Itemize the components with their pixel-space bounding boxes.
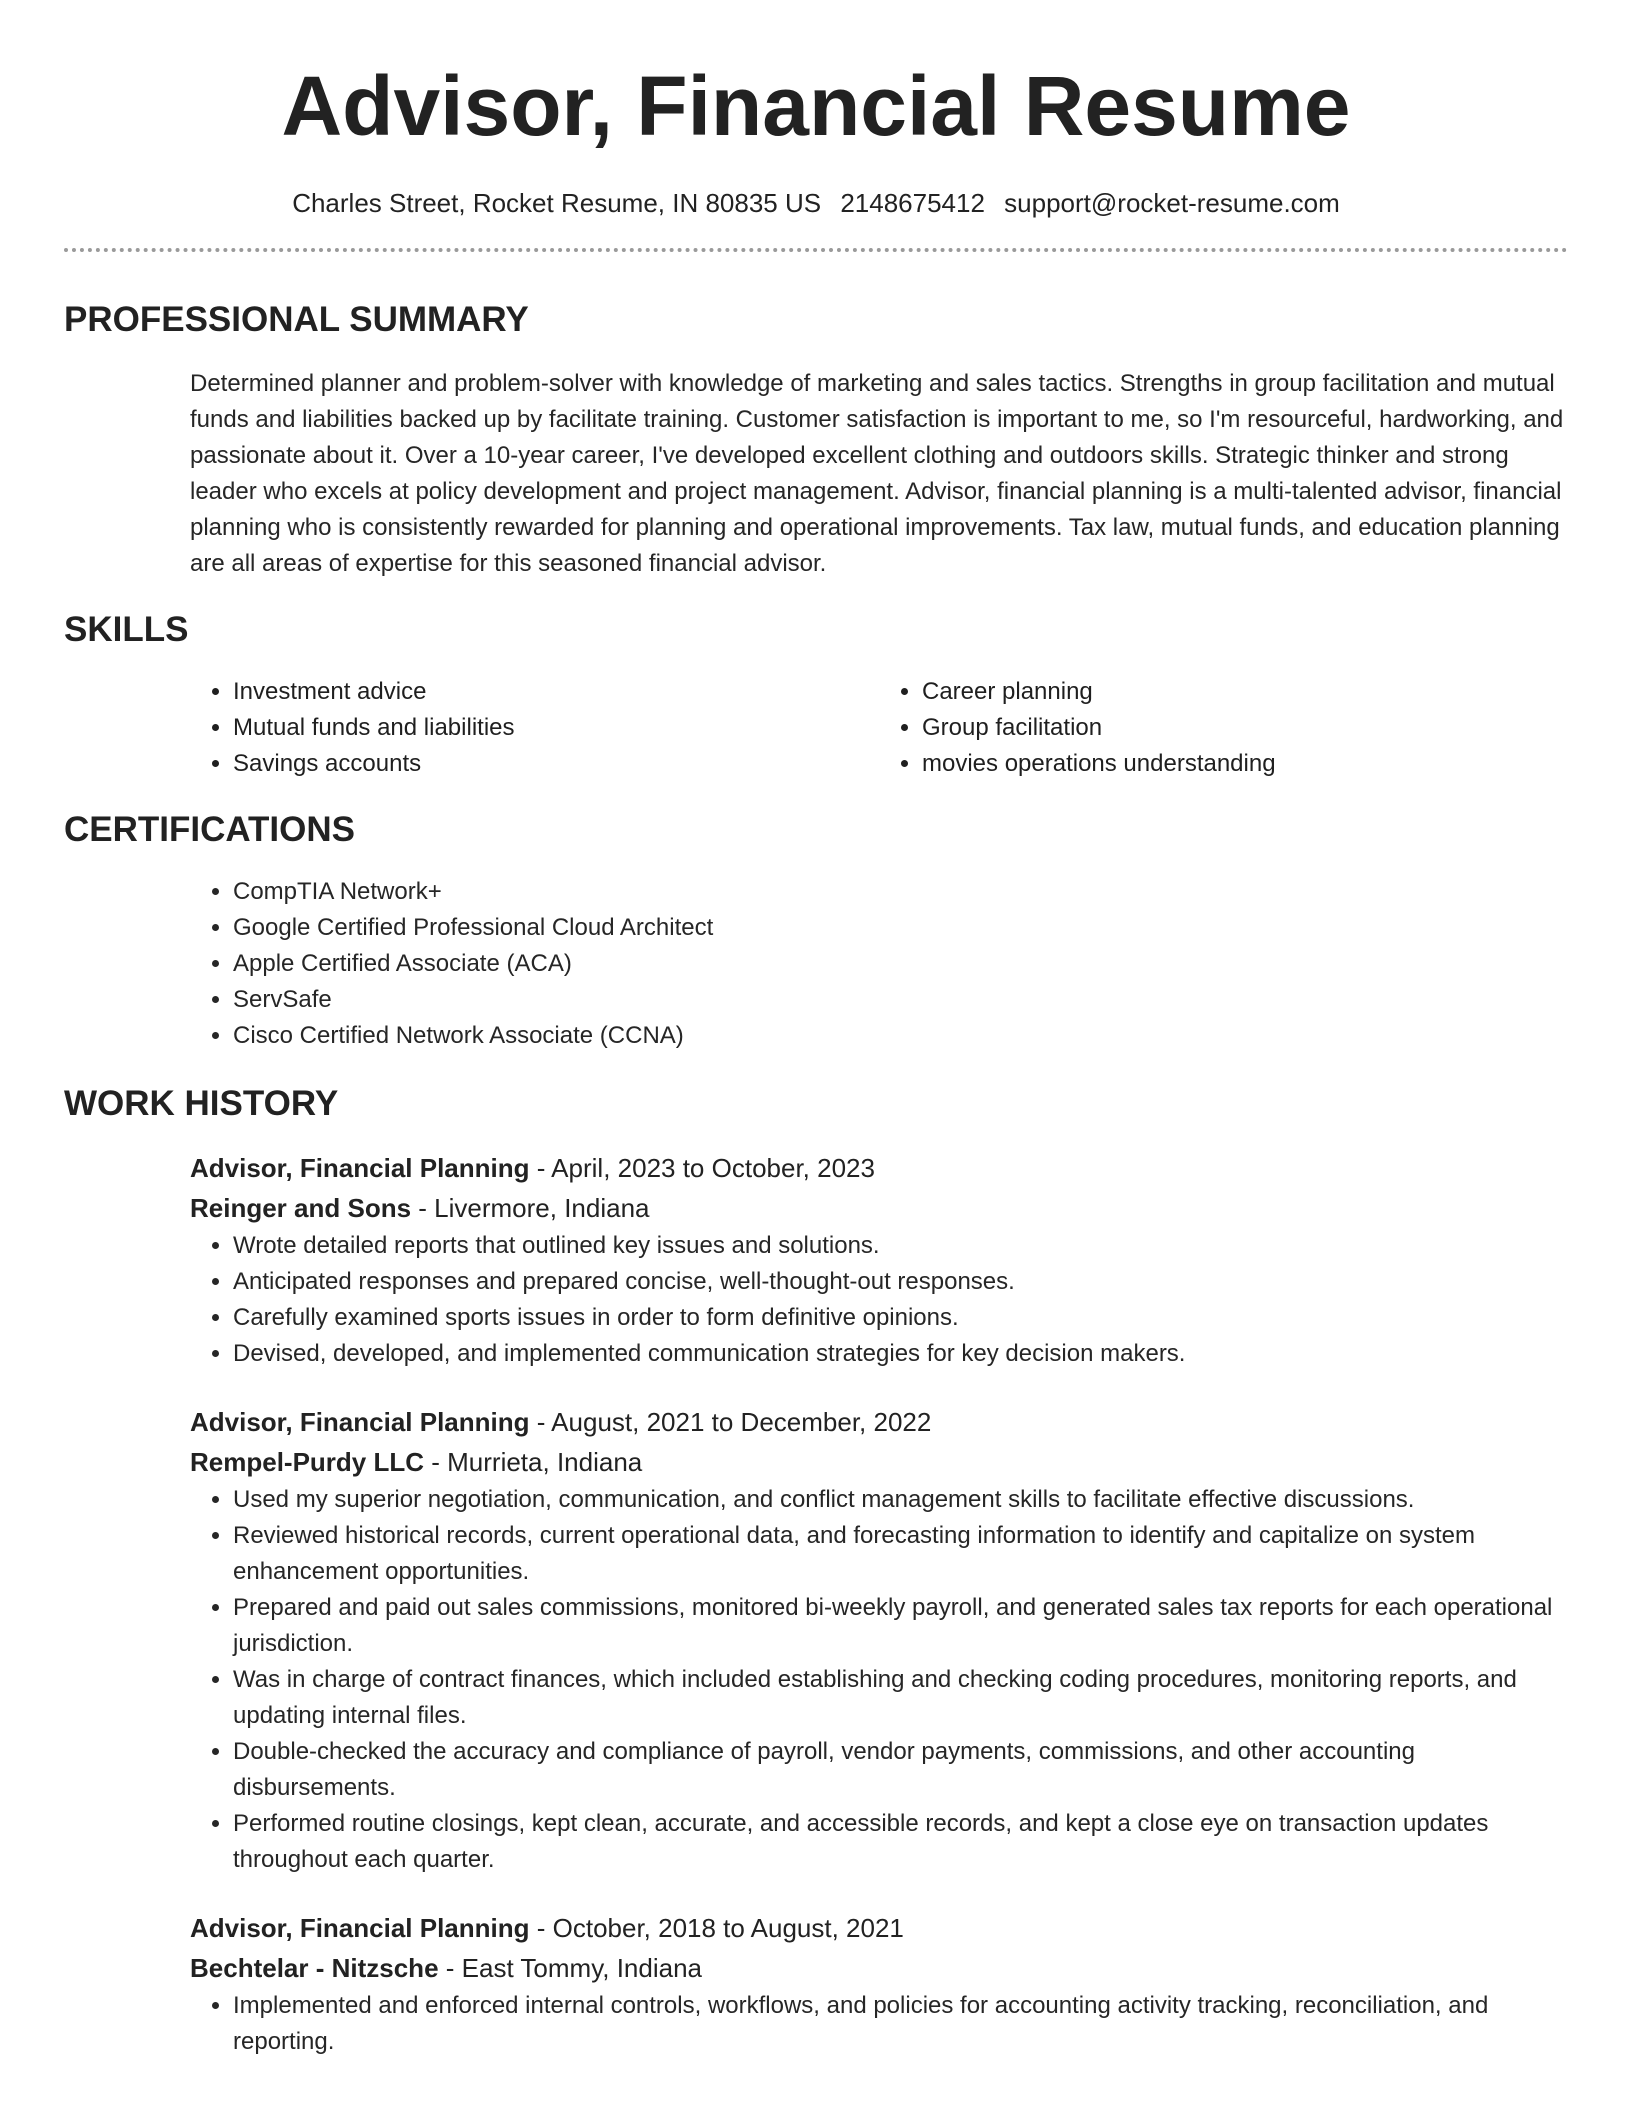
list-item: • Implemented and enforced internal controls, workflows, and policies for accounting activity tracking, reconciliation, and reporting. — [233, 1988, 1568, 2060]
list-item: • Used my superior negotiation, communication, and conflict management skills to facilitate effective discussions. — [233, 1482, 1568, 1518]
list-item: • Was in charge of contract finances, which included establishing and checking coding procedures, monitoring reports, and updating internal files. — [233, 1662, 1568, 1734]
list-item: • Career planning — [922, 674, 1568, 710]
contact-email: support@rocket-resume.com — [1004, 188, 1340, 218]
list-item: • Anticipated responses and prepared concise, well-thought-out responses. — [233, 1264, 1568, 1300]
job-company: Rempel-Purdy LLC — [190, 1447, 425, 1477]
contact-phone: 2148675412 — [840, 188, 985, 218]
list-item: • Mutual funds and liabilities — [233, 710, 879, 746]
job-dates: - October, 2018 to August, 2021 — [529, 1913, 904, 1943]
job-title: Advisor, Financial Planning — [190, 1153, 530, 1183]
job-entry — [190, 1148, 1568, 1372]
job-dates: - August, 2021 to December, 2022 — [529, 1407, 932, 1437]
job-dates: - April, 2023 to October, 2023 — [529, 1153, 875, 1183]
skills-heading: SKILLS — [64, 610, 189, 649]
job-title: Advisor, Financial Planning — [190, 1913, 530, 1943]
list-item: • Google Certified Professional Cloud Architect — [233, 910, 1568, 946]
list-item: • Apple Certified Associate (ACA) — [233, 946, 1568, 982]
list-item: • Carefully examined sports issues in order to form definitive opinions. — [233, 1300, 1568, 1336]
list-item: • ServSafe — [233, 982, 1568, 1018]
skills-column-left — [190, 674, 879, 782]
contact-address: Charles Street, Rocket Resume, IN 80835 US — [292, 188, 822, 218]
job-bullets — [190, 1482, 1568, 1878]
list-item: • Group facilitation — [922, 710, 1568, 746]
list-item: • Devised, developed, and implemented communication strategies for key decision makers. — [233, 1336, 1568, 1372]
job-entry — [190, 1402, 1568, 1878]
job-bullets — [190, 1988, 1568, 2060]
certifications-list — [190, 874, 1568, 1054]
job-location: - Livermore, Indiana — [411, 1193, 650, 1223]
job-company-line — [190, 1188, 1568, 1228]
list-item: • Reviewed historical records, current operational data, and forecasting information to identify and capitalize on system enhancement opportunities. — [233, 1518, 1568, 1590]
job-title-line — [190, 1148, 1568, 1188]
certifications-heading: CERTIFICATIONS — [64, 810, 356, 849]
job-entry — [190, 1908, 1568, 2060]
job-location: - Murrieta, Indiana — [424, 1447, 643, 1477]
list-item: • Double-checked the accuracy and compliance of payroll, vendor payments, commissions, and other accounting disbursements. — [233, 1734, 1568, 1806]
resume-title: Advisor, Financial Resume — [281, 59, 1351, 153]
skills-list — [190, 674, 1568, 782]
job-company-line — [190, 1948, 1568, 1988]
job-bullets — [190, 1228, 1568, 1372]
contact-line — [64, 188, 1568, 218]
job-company-line — [190, 1442, 1568, 1482]
work-history-heading: WORK HISTORY — [64, 1084, 339, 1123]
job-title-line — [190, 1908, 1568, 1948]
list-item: • CompTIA Network+ — [233, 874, 1568, 910]
list-item: • movies operations understanding — [922, 746, 1568, 782]
list-item: • Cisco Certified Network Associate (CCNA) — [233, 1018, 1568, 1054]
job-company: Reinger and Sons — [190, 1193, 412, 1223]
skills-column-right — [879, 674, 1568, 782]
list-item: • Savings accounts — [233, 746, 879, 782]
list-item: • Investment advice — [233, 674, 879, 710]
job-location: - East Tommy, Indiana — [438, 1953, 703, 1983]
list-item: • Performed routine closings, kept clean, accurate, and accessible records, and kept a close eye on transaction updates throughout each quarter. — [233, 1806, 1568, 1878]
job-company: Bechtelar - Nitzsche — [190, 1953, 439, 1983]
header-divider — [64, 248, 1568, 252]
list-item: • Wrote detailed reports that outlined key issues and solutions. — [233, 1228, 1568, 1264]
job-title-line — [190, 1402, 1568, 1442]
summary-heading: PROFESSIONAL SUMMARY — [64, 300, 529, 339]
list-item: • Prepared and paid out sales commissions, monitored bi-weekly payroll, and generated sales tax reports for each operational jurisdiction. — [233, 1590, 1568, 1662]
summary-text: Determined planner and problem-solver with knowledge of marketing and sales tactics. Strengths in group facilitation and mutual funds and liabilities backed up by facilitate training. Customer satisfaction is important to me, so I'm resourceful, hardworking, and passionate about it. Over a 10-year career, I've developed excellent clothing and outdoors skills. Strategic thinker and strong leader who excels at policy development and project management. Advisor, financial planning is a multi-talented advisor, financial planning who is consistently rewarded for planning and operational improvements. Tax law, mutual funds, and education planning are all areas of expertise for this seasoned financial advisor. — [190, 370, 1564, 577]
job-title: Advisor, Financial Planning — [190, 1407, 530, 1437]
certifications-items — [190, 874, 1568, 1054]
